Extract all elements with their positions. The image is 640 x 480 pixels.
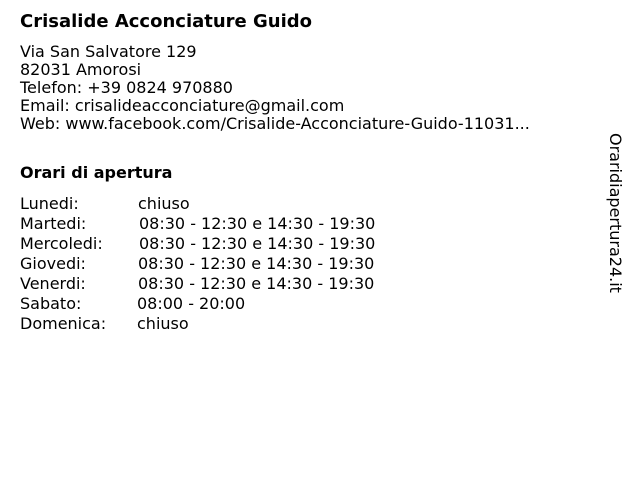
hours-time: chiuso [138, 194, 190, 213]
opening-hours-heading: Orari di apertura [20, 163, 173, 182]
hours-time: 08:30 - 12:30 e 14:30 - 19:30 [139, 234, 376, 253]
hours-time: 08:30 - 12:30 e 14:30 - 19:30 [139, 214, 376, 233]
hours-time: 08:30 - 12:30 e 14:30 - 19:30 [138, 274, 375, 293]
business-name: Crisalide Acconciature Guido [20, 11, 313, 32]
postal-code-city: 82031 Amorosi [20, 60, 142, 79]
hours-day: Venerdi: [20, 274, 86, 293]
street-address: Via San Salvatore 129 [20, 42, 197, 61]
site-credit [606, 133, 625, 293]
site-credit-text[interactable]: Oraridiapertura24.it [606, 133, 625, 293]
hours-day: Domenica: [20, 314, 107, 333]
hours-day: Lunedi: [20, 194, 79, 213]
hours-day: Martedi: [20, 214, 87, 233]
email-address: Email: crisalideacconciature@gmail.com [20, 96, 345, 115]
hours-day: Giovedi: [20, 254, 86, 273]
hours-time: chiuso [137, 314, 189, 333]
contact-block [20, 43, 530, 133]
phone-number: Telefon: +39 0824 970880 [20, 78, 233, 97]
website-link[interactable]: Web: www.facebook.com/Crisalide-Acconciature-Guido-11031... [20, 114, 530, 133]
hours-time: 08:30 - 12:30 e 14:30 - 19:30 [138, 254, 375, 273]
hours-time: 08:00 - 20:00 [137, 294, 246, 313]
hours-day: Mercoledi: [20, 234, 103, 253]
hours-day: Sabato: [20, 294, 82, 313]
